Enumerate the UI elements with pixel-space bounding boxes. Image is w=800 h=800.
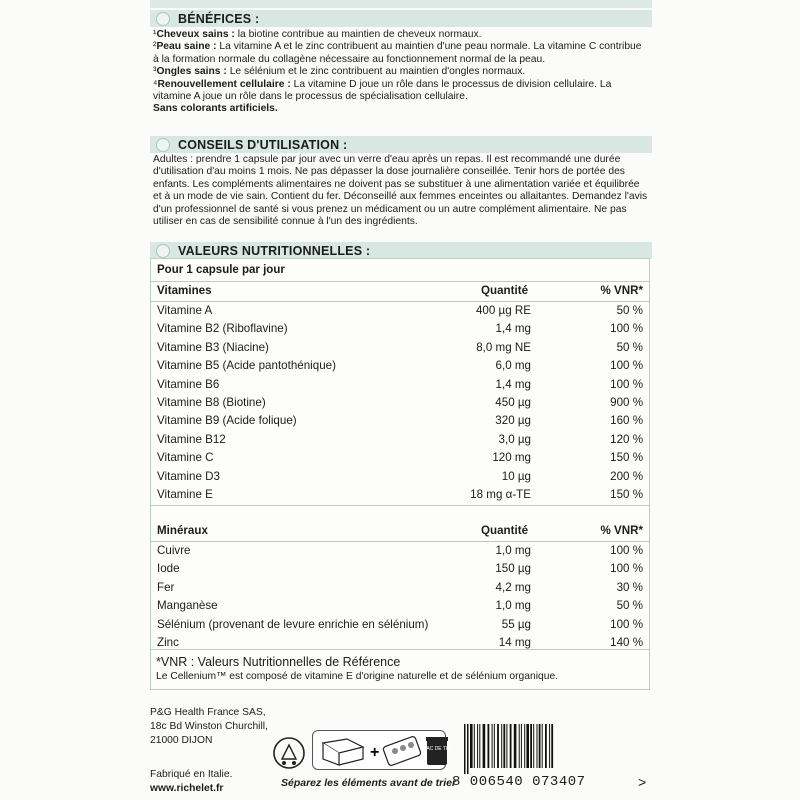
mineral-row: Cuivre 1,0 mg 100 % (151, 542, 649, 560)
nutrient-name: Vitamine B6 (157, 377, 220, 391)
mineral-row: Fer 4,2 mg 30 % (151, 579, 649, 597)
barcode-bar (503, 724, 505, 768)
table-caption: Pour 1 capsule par jour (157, 264, 285, 276)
nutrient-name: Cuivre (157, 544, 191, 557)
conseils-title: CONSEILS D'UTILISATION : (178, 137, 348, 152)
vnr-footnote: *VNR : Valeurs Nutritionnelles de Référence (156, 655, 401, 669)
barcode-bar (521, 724, 522, 768)
mineral-row: Zinc 14 mg 140 % (151, 634, 649, 652)
mineral-row: Manganèse 1,0 mg 50 % (151, 597, 649, 615)
origin-and-website (150, 768, 232, 796)
table-divider (151, 649, 649, 650)
barcode-bar (526, 724, 529, 768)
barcode-bar (514, 724, 517, 768)
barcode-bar (545, 724, 547, 768)
nutrition-table (150, 258, 650, 690)
minerals-header-row: Minéraux Quantité % VNR* (157, 524, 643, 537)
vitamin-row: Vitamine B6 1,4 mg 100 % (151, 376, 649, 394)
nutrient-name: Vitamine A (157, 304, 213, 317)
nutrient-vnr: 100 % (610, 359, 643, 373)
barcode-bar (549, 724, 550, 768)
nutrient-vnr: 100 % (610, 562, 643, 576)
nutrient-vnr: 50 % (616, 304, 643, 317)
benefit-item: ²Peau saine : La vitamine A et le zinc contribuent au maintien d'une peau normale. La vitamine C contribue à la formation normale du collagène nécessaire au fonctionnement normal de la peau. (153, 41, 642, 65)
barcode-bar (537, 724, 538, 768)
triman-recycle-icon (272, 733, 306, 773)
nutrient-vnr: 100 % (610, 544, 643, 557)
cellenium-note: Le Cellenium™ est composé de vitamine E d'origine naturelle et de sélénium organique. (156, 671, 559, 682)
barcode-bar (479, 724, 480, 768)
vitamin-row: Vitamine E 18 mg α-TE 150 % (151, 486, 649, 504)
barcode-bar (542, 724, 543, 768)
nutrient-name: Vitamine B8 (Biotine) (157, 396, 266, 409)
nutrient-vnr: 120 % (610, 432, 643, 446)
section-badge-icon (156, 12, 170, 26)
benefit-item: ¹Cheveux sains : la biotine contribue au maintien de cheveux normaux. (153, 29, 482, 40)
table-divider (151, 505, 649, 506)
nutrient-name: Vitamine E (157, 488, 213, 501)
conseils-paragraph: Adultes : prendre 1 capsule par jour avec un verre d'eau après un repas. Il est recommandé une durée d'utilisation d'au moins 1 mois. Ne pas dépasser la dose journalière conseillée. Tenir hors de portée des enfants. Les compléments alimentaires ne doivent pas se substituer à une alimentation variée et équilibrée et à un mode de vie sain. Contient du fer. Déconseillé aux femmes enceintes ou allaitantes. Demandez l'avis d'un professionnel de santé si vous prenez un médicament ou un autre complément alimentaire. Ne pas utiliser en cas de sensibilité connue à l'un des ingrédients. (153, 154, 648, 228)
vitamin-row: Vitamine B5 (Acide pantothénique) 6,0 mg 100 % (151, 357, 649, 375)
barcode-arrow: > (638, 774, 647, 790)
nutrient-vnr: 100 % (610, 377, 643, 391)
valeurs-title: VALEURS NUTRITIONNELLES : (178, 243, 371, 258)
vitamin-row: Vitamine B12 3,0 µg 120 % (151, 431, 649, 449)
conseils-header (150, 136, 652, 153)
barcode-bar (530, 724, 532, 768)
nutrient-vnr: 160 % (610, 414, 643, 428)
barcode-bar (551, 724, 553, 768)
vitamin-row: Vitamine C 120 mg 150 % (151, 449, 649, 467)
barcode (462, 724, 640, 774)
nutrient-name: Vitamine B5 (Acide pantothénique) (157, 359, 336, 373)
nutrient-name: Vitamine D3 (157, 469, 220, 483)
nutrient-vnr: 50 % (616, 340, 643, 354)
website-link: www.richelet.fr (150, 783, 224, 794)
barcode-bar (519, 724, 520, 768)
nutrient-name: Sélénium (provenant de levure enrichie en sélénium) (157, 617, 429, 631)
vitamin-row: Vitamine A 400 µg RE 50 % (151, 302, 649, 320)
vitamin-row: Vitamine B8 (Biotine) 450 µg 900 % (151, 394, 649, 412)
nutrient-name: Vitamine B3 (Niacine) (157, 340, 269, 354)
bac-de-tri-icon (423, 736, 451, 766)
barcode-bar (533, 724, 534, 768)
nutrient-name: Fer (157, 580, 175, 594)
nutrient-vnr: 30 % (616, 580, 643, 594)
conseils-text (153, 154, 648, 228)
benefices-title: BÉNÉFICES : (178, 11, 260, 26)
barcode-bar (501, 724, 502, 768)
nutrient-vnr: 100 % (610, 322, 643, 336)
barcode-bar (477, 724, 478, 768)
barcode-number: 8 006540 073407 (452, 774, 586, 790)
nutrient-name: Iode (157, 562, 180, 576)
barcode-bar (467, 724, 469, 774)
barcode-bar (497, 724, 499, 768)
nutrient-vnr: 900 % (610, 396, 643, 409)
nutrient-name: Vitamine B12 (157, 432, 226, 446)
nutrient-name: Vitamine B2 (Riboflavine) (157, 322, 288, 336)
barcode-bar (524, 724, 525, 768)
sorting-instruction: Séparez les éléments avant de trier (281, 777, 457, 789)
nutrient-vnr: 100 % (610, 617, 643, 631)
benefices-footer: Sans colorants artificiels. (153, 103, 278, 115)
made-in: Fabriqué en Italie. (150, 769, 233, 780)
benefit-item: ⁴Renouvellement cellulaire : La vitamine D joue un rôle dans le processus de division cellulaire. La vitamine A joue un rôle dans le processus de spécialisation cellulaire. (153, 78, 612, 103)
nutrient-name: Vitamine B9 (Acide folique) (157, 414, 297, 428)
mineral-row: Sélénium (provenant de levure enrichie en sélénium) 55 µg 100 % (151, 616, 649, 634)
barcode-bar (494, 724, 495, 768)
nutrient-name: Manganèse (157, 599, 218, 613)
vitamins-header-row: Vitamines Quantité % VNR* (157, 284, 643, 297)
vitamin-row: Vitamine B2 (Riboflavine) 1,4 mg 100 % (151, 320, 649, 338)
product-label (150, 0, 652, 800)
barcode-bar (506, 724, 507, 768)
benefices-header (150, 10, 652, 27)
nutrient-vnr: 150 % (610, 488, 643, 501)
benefices-text (153, 29, 648, 116)
nutrient-name: Vitamine C (157, 451, 214, 465)
valeurs-header (150, 242, 652, 259)
barcode-bar (492, 724, 493, 768)
section-badge-icon (156, 138, 170, 152)
nutrient-vnr: 200 % (610, 469, 643, 483)
vitamin-row: Vitamine B9 (Acide folique) 320 µg 160 % (151, 412, 649, 430)
company-address: P&G Health France SAS, 18c Bd Winston Churchill, 21000 DIJON (150, 707, 268, 746)
nutrient-vnr: 150 % (610, 451, 643, 465)
benefit-item: ³Ongles sains : Le sélénium et le zinc contribuent au maintien d'ongles normaux. (153, 66, 526, 78)
nutrient-vnr: 140 % (610, 636, 643, 649)
nutrient-vnr: 50 % (616, 599, 643, 613)
barcode-bar (510, 724, 512, 768)
mineral-row: Iode 150 µg 100 % (151, 560, 649, 578)
barcode-bar (464, 724, 466, 774)
barcode-bar (474, 724, 475, 768)
nutrient-name: Zinc (157, 636, 179, 649)
svg-text:BAC DE TRI: BAC DE TRI (423, 746, 451, 752)
barcode-bar (470, 724, 473, 768)
vitamin-row: Vitamine D3 10 µg 200 % (151, 468, 649, 486)
section-badge-icon (156, 244, 170, 258)
barcode-bar (483, 724, 486, 768)
svg-text:+: + (370, 744, 380, 761)
barcode-bar (539, 724, 541, 768)
vitamin-row: Vitamine B3 (Niacine) 8,0 mg NE 50 % (151, 339, 649, 357)
barcode-bar (488, 724, 490, 768)
